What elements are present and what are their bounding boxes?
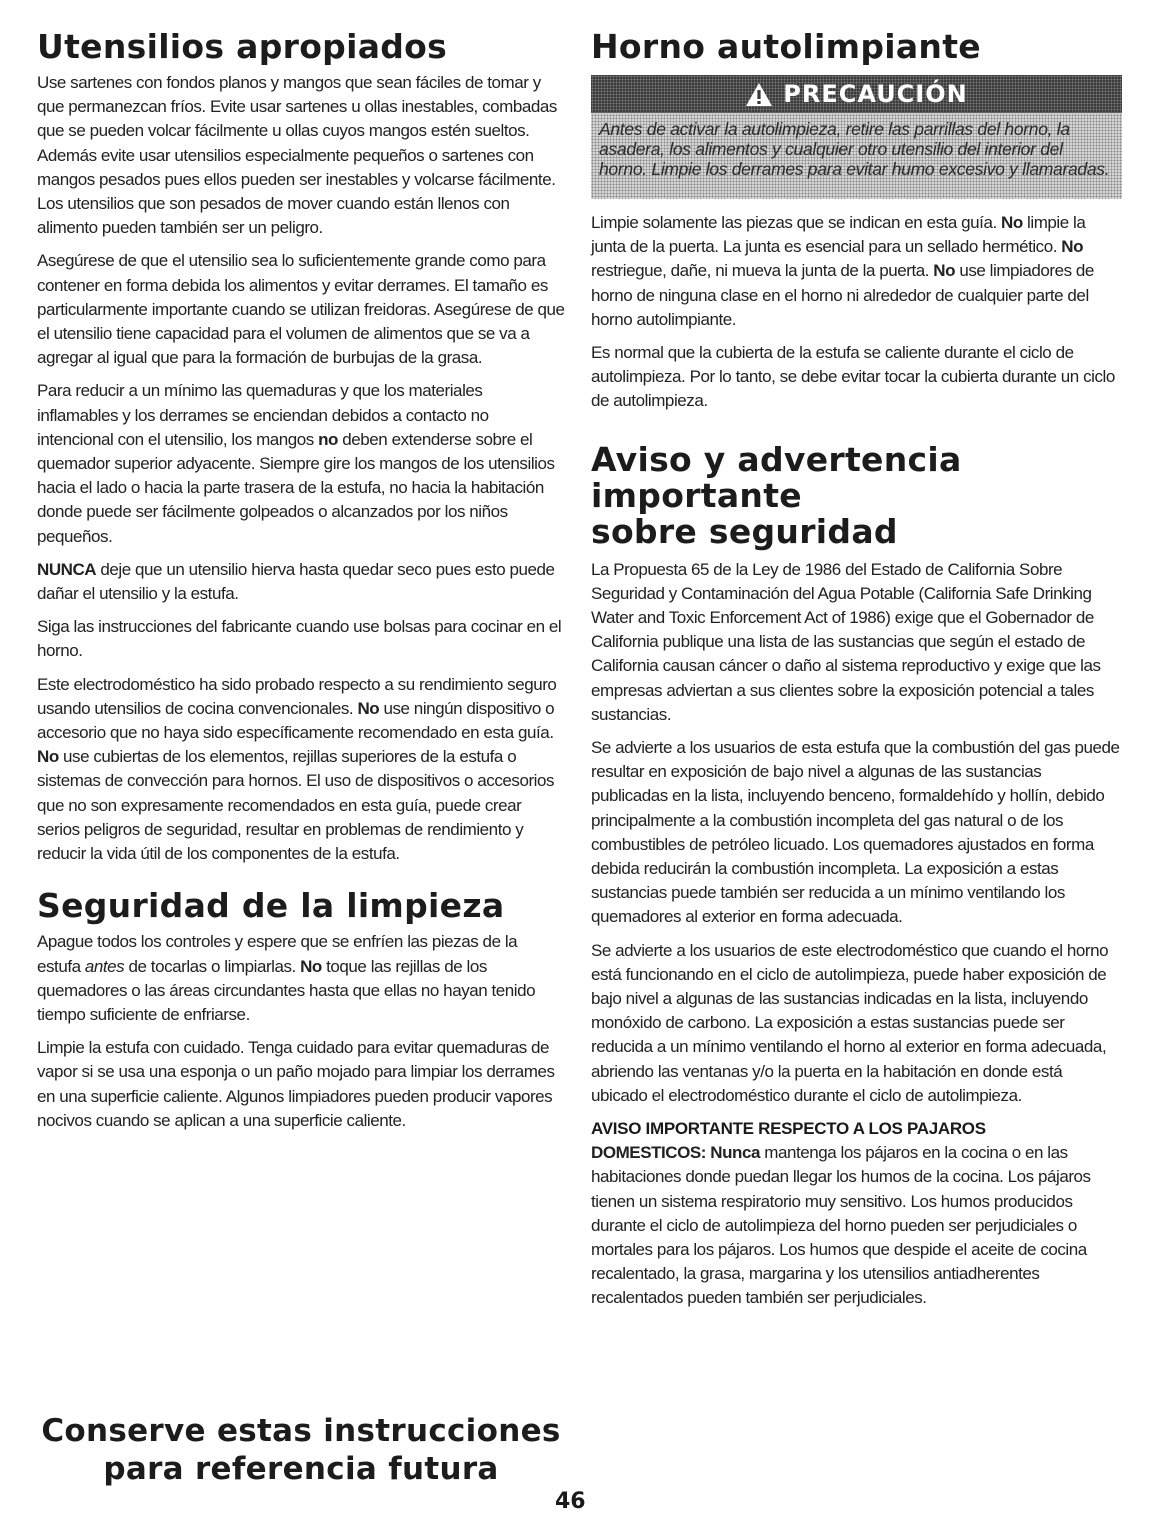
paragraph: Use sartenes con fondos planos y mangos que sean fáciles de tomar y que permanezcan fríos. Evite usar sartenes u ollas inestables, combadas que se pueden volcar fácilmente u ollas cuyos mangos estén sueltos. Además evite usar utensilios especialmente pequeños o sartenes con mangos pesados pues ellos pueden ser inestables y volcarse fácilmente. Los utensilios que son pesados de mover cuando están llenos con alimento pueden también ser un peligro. bbox=[37, 73, 557, 238]
left-column bbox=[37, 28, 565, 1142]
section-title-aviso: Aviso y advertencia importante sobre seguridad bbox=[591, 439, 962, 551]
caution-title: PRECAUCIÓN bbox=[783, 80, 968, 108]
footer-heading: Conserve estas instrucciones para referencia futura bbox=[41, 1413, 561, 1487]
paragraph: Es normal que la cubierta de la estufa se caliente durante el ciclo de autolimpieza. Por lo tanto, se debe evitar tocar la cubierta durante un ciclo de autolimpieza. bbox=[591, 343, 1115, 411]
right-column bbox=[591, 28, 1121, 1320]
caution-banner bbox=[591, 75, 1122, 113]
page-number: 46 bbox=[555, 1489, 586, 1514]
paragraph: Asegúrese de que el utensilio sea lo suficientemente grande como para contener en forma debida los alimentos y evitar derrames. El tamaño es particularmente importante cuando se utilizan freidoras. Asegúrese de que el utensilio tiene capacidad para el volumen de alimentos que se va a agregar al igual que para la formación de burbujas de la grasa. bbox=[37, 251, 565, 368]
paragraph: Se advierte a los usuarios de esta estufa que la combustión del gas puede resultar en exposición de bajo nivel a algunas de las sustancias publicadas en la lista, incluyendo benceno, formaldehído y hollín, debido principalmente a la combustión incompleta del gas natural o de los combustibles de petróleo licuado. Los quemadores ajustados en forma debida reducirán la combustión incompleta. La exposición a estas sustancias puede también ser reducida a un mínimo ventilando los quemadores al exterior en forma adecuada. bbox=[591, 738, 1120, 927]
paragraph: Se advierte a los usuarios de este electrodoméstico que cuando el horno está funcionando en el ciclo de autolimpieza, puede haber exposición de bajo nivel a algunas de las sustancias indicadas en la lista, incluyendo monóxido de carbono. La exposición a estas sustancias puede ser reducida a un mínimo ventilando el horno al exterior en forma adecuada, abriendo las ventanas y/o la puerta en la habitación en donde está ubicado el electrodoméstico durante el ciclo de autolimpieza. bbox=[591, 940, 1109, 1105]
birds-heading: AVISO IMPORTANTE RESPECTO A LOS PAJAROS bbox=[591, 1119, 986, 1139]
paragraph: DOMESTICOS: Nunca mantenga los pájaros en la cocina o en las habitaciones donde puedan llegar los humos de la cocina. Los pájaros tienen un sistema respiratorio muy sensitivo. Los humos producidos durante el ciclo de autolimpieza del horno pueden ser perjudiciales o mortales para los pájaros. Los humos que despide el aceite de cocina recalentado, la grasa, margarina y los utensilios antiadherentes recalentados pueden también ser perjudiciales. bbox=[591, 1143, 1091, 1308]
paragraph: Limpie solamente las piezas que se indican en esta guía. No limpie la junta de la puerta. La junta es esencial para un sellado hermético. No restriegue, dañe, ni mueva la junta de la puerta. No use limpiadores de horno de ninguna clase en el horno ni alrededor de cualquier parte del horno autolimpiante. bbox=[591, 213, 1094, 329]
paragraph: NUNCA deje que un utensilio hierva hasta quedar seco pues esto puede dañar el utensilio y la estufa. bbox=[37, 559, 555, 604]
paragraph: La Propuesta 65 de la Ley de 1986 del Estado de California Sobre Seguridad y Contaminación del Agua Potable (California Safe Drinking Water and Toxic Enforcement Act of 1986) exige que el Gobernador de California publique una lista de las sustancias que según el estado de California causan cáncer o daño al sistema reproductivo y exige que las empresas adviertan a sus clientes sobre la exposición potencial a tales sustancias. bbox=[591, 559, 1101, 724]
caution-box bbox=[591, 75, 1122, 199]
caution-text: Antes de activar la autolimpieza, retire las parrillas del horno, la asadera, los alimentos y cualquier otro utensilio del interior del horno. Limpie los derrames para evitar humo excesivo y llamaradas. bbox=[599, 119, 1110, 179]
warning-icon bbox=[745, 82, 773, 107]
section-title-horno: Horno autolimpiante bbox=[591, 27, 981, 66]
paragraph: Siga las instrucciones del fabricante cuando use bolsas para cocinar en el horno. bbox=[37, 617, 562, 661]
paragraph: Para reducir a un mínimo las quemaduras y que los materiales inflamables y los derrames se enciendan debidos a contacto no intencional con el utensilio, los mangos no deben extenderse sobre el quemador superior adyacente. Siempre gire los mangos de los utensilios hacia el lado o hacia la parte trasera de la estufa, no hacia la habitación donde puede ser fácilmente golpeados o alcanzados por los niños pequeños. bbox=[37, 381, 555, 546]
section-title-limpieza: Seguridad de la limpieza bbox=[37, 886, 505, 926]
paragraph: Limpie la estufa con cuidado. Tenga cuidado para evitar quemaduras de vapor si se usa una esponja o un paño mojado para limpiar los derrames en una superficie caliente. Algunos limpiadores pueden producir vapores nocivos cuando se aplican a una superficie caliente. bbox=[37, 1038, 555, 1130]
section-title-utensilios: Utensilios apropiados bbox=[37, 27, 448, 66]
paragraph: Este electrodoméstico ha sido probado respecto a su rendimiento seguro usando utensilios de cocina convencionales. No use ningún dispositivo o accesorio que no haya sido específicamente recomendado en esta guía. No use cubiertas de los elementos, rejillas superiores de la estufa o sistemas de convección para hornos. El uso de dispositivos o accesorios que no son expresamente recomendados en esta guía, puede crear serios peligros de seguridad, resultar en problemas de rendimiento y reducir la vida útil de los componentes de la estufa. bbox=[37, 674, 557, 864]
paragraph: Apague todos los controles y espere que se enfríen las piezas de la estufa antes de tocarlas o limpiarlas. No toque las rejillas de los quemadores o las áreas circundantes hasta que ellas no hayan tenido tiempo suficiente de enfriarse. bbox=[37, 932, 536, 1024]
